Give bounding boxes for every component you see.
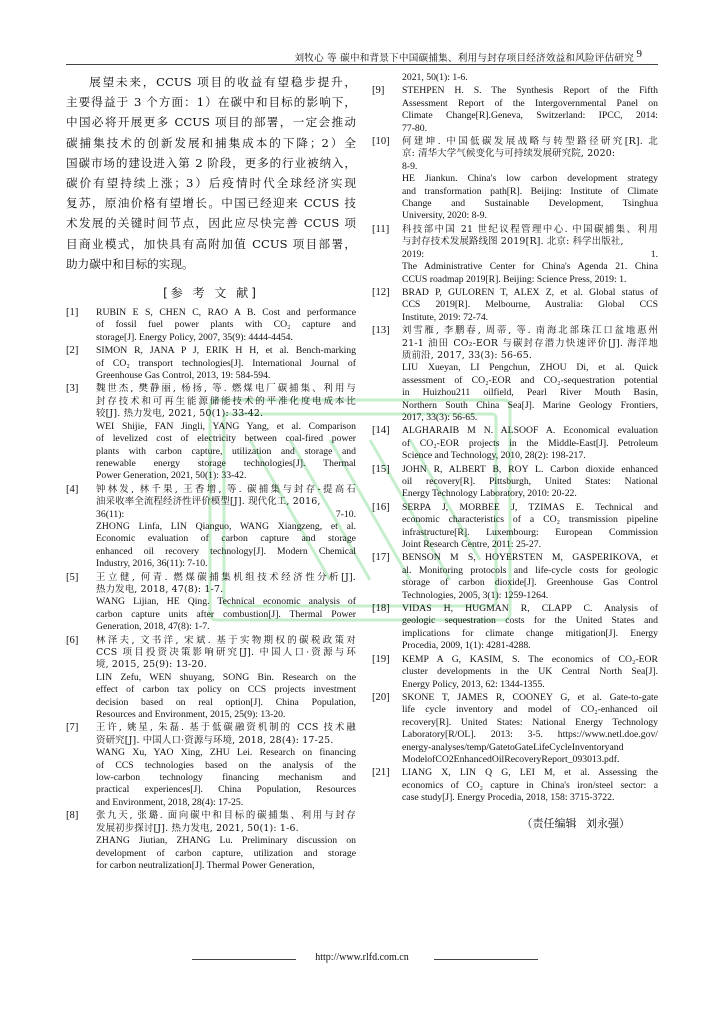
reference-number: [20] [372, 691, 390, 703]
reference-line: infrastructure[R]. Luxembourg: European Commission [402, 526, 658, 538]
reference-line: enhanced oil recovery technology[J]. Modern Chemical [96, 545, 356, 557]
body-line: 碳捕集技术的创新发展和捕集成本的下降；2）全 [66, 135, 356, 150]
reference-line: 京: 清华大学气候变化与可持续发展研究院, 2020: [402, 148, 616, 160]
right-column [372, 72, 658, 831]
reference-item [372, 224, 658, 286]
reference-line: WANG Lijian, HE Qing. Technical economic analysis of [96, 596, 356, 608]
reference-item [372, 287, 658, 324]
reference-item [372, 72, 658, 84]
reference-line: economic characteristics of a CO₂ transmission pipeline [402, 514, 658, 526]
reference-line: 较[J]. 热力发电, 2021, 50(1): 33-42. [96, 408, 264, 420]
running-head: 刘牧心 等 碳中和背景下中国碳捕集、利用与封存项目经济效益和风险评估研究 [294, 53, 634, 64]
reference-line: oil recovery[R]. Pittsburgh, United States: National [402, 476, 658, 487]
reference-number: [10] [372, 136, 390, 148]
reference-number: [15] [372, 463, 390, 475]
reference-item [372, 325, 658, 424]
reference-line: Industry, 2016, 36(11): 7-10. [96, 558, 208, 570]
reference-line: JOHN R, ALBERT B, ROY L. Carbon dioxide enhanced [402, 463, 658, 475]
reference-line: case study[J]. Energy Procedia, 2018, 158: 3715-3722. [402, 792, 615, 804]
reference-text [96, 810, 356, 872]
reference-line: of CO₂ transport technologies[J]. International Journal of [96, 357, 356, 369]
reference-line: of CCS technologies based on the analysis of the [96, 759, 356, 771]
reference-line: WEI Shijie, FAN Jingli, YANG Yang, et al. Comparison [96, 420, 356, 432]
reference-text [402, 464, 658, 501]
reference-line: al. Monitoring protocols and life-cycle costs for geologic [402, 564, 658, 576]
reference-line: 发展初步探讨[J]. 热力发电, 2021, 50(1): 1-6. [96, 822, 299, 834]
reference-line: LIU Xueyan, LI Pengchun, ZHOU Di, et al. Quick [402, 362, 658, 374]
footer-rule-right [434, 959, 538, 960]
reference-item [372, 767, 658, 804]
reference-line: renewable energy storage technologies[J]. Thermal [96, 457, 356, 469]
body-line: 国碳市场的建设进入第 2 阶段，更多的行业被纳入， [66, 155, 356, 170]
reference-line: LIANG X, LIN Q G, LEI M, et al. Assessing the [402, 767, 658, 779]
reference-item [66, 722, 356, 809]
reference-line: carbon capture units after combustion[J]. Thermal Power [96, 608, 356, 620]
reference-item [66, 383, 356, 482]
reference-number: [13] [372, 325, 390, 337]
header-rule [66, 64, 658, 65]
reference-text [402, 425, 658, 462]
reference-number: [14] [372, 425, 390, 437]
reference-line: 王许, 姚星, 朱磊. 基于低碳融资机制的 CCS 技术融 [96, 722, 356, 734]
reference-line: decision based on real option[J]. China Population, [96, 696, 356, 708]
reference-line: Procedia, 2009, 1(1): 4281-4288. [402, 640, 531, 652]
reference-line: of levelized cost of electricity between coal-fired power [96, 433, 356, 445]
reference-line: 热力发电, 2018, 47(8): 1-7. [96, 583, 224, 595]
reference-line: 资研究[J]. 中国人口·资源与环境, 2018, 28(4): 17-25. [96, 734, 334, 746]
reference-number: [1] [66, 307, 79, 319]
reference-line: HE Jiankun. China's low carbon development strategy [402, 173, 658, 185]
body-line: 术发展的关键时间节点，因此应尽快完善 CCUS 项 [66, 216, 356, 231]
reference-text [96, 307, 356, 344]
reference-number [372, 72, 402, 84]
reference-line: 2019: 1. [402, 248, 658, 260]
reference-line: implications for climate change mitigation[J]. Energy [402, 627, 658, 639]
reference-text [96, 345, 356, 382]
reference-line: CCUS roadmap 2019[R]. Beijing: Science Press, 2019: 1. [402, 273, 627, 285]
reference-line: Generation, 2018, 47(8): 1-7. [96, 621, 210, 633]
reference-text [402, 603, 658, 653]
reference-line: economics of CO₂ capture in China's iron/steel sector: a [402, 779, 658, 791]
reference-line: The Administrative Center for China's Agenda 21. China [402, 261, 658, 273]
reference-text [402, 692, 658, 766]
reference-line: ModelofCO2EnhancedOilRecoveryReport_093013.pdf. [402, 753, 620, 765]
reference-item [372, 603, 658, 653]
reference-line: and transformation path[R]. Beijing: Institute of Climate [402, 185, 658, 197]
reference-line: development of carbon capture, utilization and storage [96, 847, 356, 859]
reference-line: energy-analyses/temp/GatetoGateLifeCycleInventoryand [402, 741, 624, 753]
reference-line: Energy Technology Laboratory, 2010: 20-22. [402, 488, 577, 500]
reference-line: LIN Zefu, WEN shuyang, SONG Bin. Research on the [96, 671, 356, 683]
reference-number: [7] [66, 722, 79, 734]
reference-line: 魏世杰, 樊静丽, 杨扬, 等. 燃煤电厂碳捕集、利用与 [96, 383, 356, 395]
reference-line: 王立健, 何青. 燃煤碳捕集机组技术经济性分析[J]. [96, 571, 356, 583]
reference-item [66, 572, 356, 634]
reference-line: 2017, 33(3): 56-65. [402, 411, 478, 423]
body-line: 助力碳中和目标的实现。 [66, 256, 194, 271]
reference-line: Science and Technology, 2010, 28(2): 198-217. [402, 450, 586, 462]
reference-line: Economic evaluation of carbon capture and storage [96, 533, 356, 545]
page-number: 9 [636, 48, 642, 60]
references-list-right [372, 72, 658, 805]
reference-line: BENSON M S, HOYERSTEN M, GASPERIKOVA, et [402, 552, 658, 564]
reference-line: effect of carbon tax policy on CCS projects investment [96, 684, 356, 696]
reference-line: CCS 项目投资决策影响研究[J]. 中国人口·资源与环 [96, 647, 356, 658]
reference-number: [18] [372, 603, 390, 615]
reference-line: 质前沿, 2017, 33(3): 56-65. [402, 349, 533, 361]
reference-line: SIMON R, JANA P J, ERIK H H, et al. Bench-marking [96, 345, 356, 357]
reference-item [372, 692, 658, 766]
reference-item [372, 552, 658, 602]
reference-line: Assessment Report of the Intergovernmental Panel on [402, 97, 658, 109]
body-line: 碳价有望持续上涨；3）后疫情时代全球经济实现 [66, 176, 356, 191]
reference-line: 张九天, 张璐. 面向碳中和目标的碳捕集、利用与封存 [96, 810, 356, 822]
reference-line: RUBIN E S, CHEN C, RAO A B. Cost and performance [96, 307, 356, 319]
reference-line: Change and Sustainable Development, Tsinghua [402, 198, 658, 210]
reference-line: SKONE T, JAMES R, COONEY G, et al. Gate-to-gate [402, 691, 658, 703]
reference-text [402, 767, 658, 804]
reference-line: ZHONG Linfa, LIN Qianguo, WANG Xiangzeng, et al. [96, 520, 356, 532]
reference-line: 21-1 油田 CO₂-EOR 与碳封存潜力快速评价[J]. 海洋地 [402, 337, 658, 349]
reference-item [372, 85, 658, 135]
references-list-left [66, 307, 356, 872]
reference-line: Greenhouse Gas Control, 2013, 19: 584-594. [96, 370, 271, 382]
reference-text [402, 224, 658, 286]
reference-number: [17] [372, 552, 390, 564]
reference-text [96, 572, 356, 634]
reference-text [402, 136, 658, 223]
reference-line: 境, 2015, 25(9): 13-20. [96, 659, 207, 671]
reference-line: Institute, 2019: 72-74. [402, 311, 489, 323]
reference-line: geologic sequestration costs for the United States and [402, 615, 658, 627]
reference-number: [6] [66, 634, 79, 646]
reference-text [96, 484, 356, 571]
reference-line: Laboratory[R/OL]. 2013: 3-5. https://www.netl.doe.gov/ [402, 729, 658, 741]
reference-text [402, 72, 658, 84]
reference-text [402, 552, 658, 602]
reference-item [66, 345, 356, 382]
body-line: 展望未来，CCUS 项目的收益有望稳步提升， [89, 75, 356, 89]
reference-text [96, 635, 356, 722]
reference-line: STEHPEN H. S. The Synthesis Report of the Fifth [402, 85, 658, 97]
reference-text [96, 383, 356, 482]
reference-text [402, 502, 658, 552]
reference-line: Joint Research Centre, 2011: 25-27. [402, 539, 542, 551]
reference-line: cluster developments in the UK Central North Sea[J]. [402, 666, 658, 678]
reference-number: [2] [66, 345, 79, 357]
reference-number: [21] [372, 767, 390, 779]
reference-number: [8] [66, 810, 79, 822]
reference-line: Power Generation, 2021, 50(1): 33-42. [96, 470, 247, 482]
reference-line: Technologies, 2005, 3(1): 1259-1264. [402, 589, 549, 601]
reference-line: of CO₂-EOR projects in the Middle-East[J]. Petroleum [402, 437, 658, 449]
reference-line: University, 2020: 8-9. [402, 210, 487, 222]
reference-item [66, 484, 356, 571]
reference-text [96, 722, 356, 809]
reference-item [372, 502, 658, 552]
reference-text [402, 287, 658, 324]
reference-line: 77-80. [402, 122, 428, 134]
reference-number: [3] [66, 383, 79, 395]
reference-line: and Environment, 2018, 28(4): 17-25. [96, 796, 244, 808]
reference-number: [9] [372, 85, 385, 97]
left-column [66, 72, 356, 873]
reference-line: low-carbon technology financing mechanism and [96, 772, 356, 784]
reference-number: [4] [66, 483, 79, 495]
reference-line: Energy Policy, 2013, 62: 1344-1355. [402, 678, 545, 690]
reference-line: 2021, 50(1): 1-6. [402, 72, 468, 83]
footer-url: http://www.rlfd.com.cn [315, 952, 409, 963]
reference-line: storage[J]. Energy Policy, 2007, 35(9): 4444-4454. [96, 331, 293, 343]
reference-line: of fossil fuel power plants with CO₂ capture and [96, 319, 356, 331]
reference-line: 油采收率全流程经济性评价模型[J]. 现代化工, 2016, [96, 496, 321, 508]
reference-line: recovery[R]. United States: National Energy Technology [402, 716, 658, 728]
reference-number: [19] [372, 653, 390, 665]
body-paragraph [66, 72, 356, 274]
reference-line: ALGHARAIB M N. ALSOOF A. Economical evaluation [402, 425, 658, 437]
reference-text [402, 654, 658, 691]
reference-line: in Huizhou211 oilfield, Pearl River Mouth Basin, [402, 387, 658, 399]
reference-line: Resources and Environment, 2015, 25(9): 13-20. [96, 709, 286, 721]
reference-line: 封存技术和可再生能源储能技术的平准化度电成本比 [96, 395, 356, 407]
reference-item [66, 635, 356, 722]
body-line: 目商业模式，加快具有高附加值 CCUS 项目部署， [66, 236, 356, 251]
responsible-editor: （责任编辑 刘永强） [521, 816, 630, 830]
reference-line: practical experiences[J]. China Population, Resources [96, 784, 356, 796]
reference-line: BRAD P, GULOREN T, ALEX Z, et al. Global status of [402, 286, 658, 298]
reference-line: ZHANG Jiutian, ZHANG Lu. Preliminary discussion on [96, 835, 356, 847]
body-line: 主要得益于 3 个方面：1）在碳中和目标的影响下， [66, 95, 356, 110]
reference-number: [11] [372, 223, 390, 235]
reference-line: 36(11): 7-10. [96, 508, 356, 520]
body-line: 中国必将开展更多 CCUS 项目的部署，一定会推动 [66, 115, 356, 130]
reference-line: 林泽夫, 文书洋, 宋斌. 基于实物期权的碳税政策对 [96, 634, 356, 646]
reference-line: life cycle inventory and model of CO₂-enhanced oil [402, 704, 658, 716]
reference-item [372, 425, 658, 462]
reference-line: KEMP A G, KASIM, S. The economics of CO₂-EOR [402, 653, 658, 665]
reference-line: 刘雪雁, 李鹏春, 周蒂, 等. 南海北部珠江口盆地惠州 [402, 325, 658, 337]
reference-line: 何建坤. 中国低碳发展战略与转型路径研究[R]. 北 [402, 136, 658, 148]
reference-item [66, 810, 356, 872]
reference-item [372, 654, 658, 691]
reference-line: for carbon neutralization[J]. Thermal Power Generation, [96, 859, 315, 871]
reference-line: 科技部中国 21 世纪议程管理中心. 中国碳捕集、利用 [402, 223, 658, 235]
reference-line: WANG Xu, YAO Xing, ZHU Lei. Research on financing [96, 747, 356, 759]
reference-text [402, 325, 658, 424]
reference-item [372, 464, 658, 501]
reference-line: 8-9. [402, 160, 418, 172]
reference-line: Northern South China Sea[J]. Marine Geology Frontiers, [402, 399, 658, 411]
reference-text [402, 85, 658, 135]
references-heading: [参 考 文 献] [163, 286, 259, 301]
reference-line: Climate Change[R].Geneva, Switzerland: IPCC, 2014: [402, 110, 658, 122]
reference-item [372, 136, 658, 223]
reference-line: plants with carbon capture, utilization and storage and [96, 445, 356, 457]
reference-line: 钟林发, 林千果, 王香增, 等. 碳捕集与封存-提高石 [96, 483, 356, 495]
reference-line: storage of carbon dioxide[J]. Greenhouse Gas Control [402, 577, 658, 589]
reference-number: [12] [372, 286, 390, 298]
reference-item [66, 307, 356, 344]
reference-number: [16] [372, 501, 390, 513]
reference-line: VIDAS H, HUGMAN R, CLAPP C. Analysis of [402, 603, 658, 615]
reference-number: [5] [66, 571, 79, 583]
reference-line: assessment of CO₂-EOR and CO₂-sequestration potential [402, 374, 658, 386]
body-line: 复苏，原油价格有望增长。中国已经迎来 CCUS 技 [66, 196, 356, 211]
reference-line: 与封存技术发展路线图 2019[R]. 北京: 科学出版社, [402, 236, 624, 248]
reference-line: CCS 2019[R]. Melbourne, Australia: Global CCS [402, 299, 658, 311]
reference-line: SERPA J, MORBEE J, TZIMAS E. Technical and [402, 501, 658, 513]
